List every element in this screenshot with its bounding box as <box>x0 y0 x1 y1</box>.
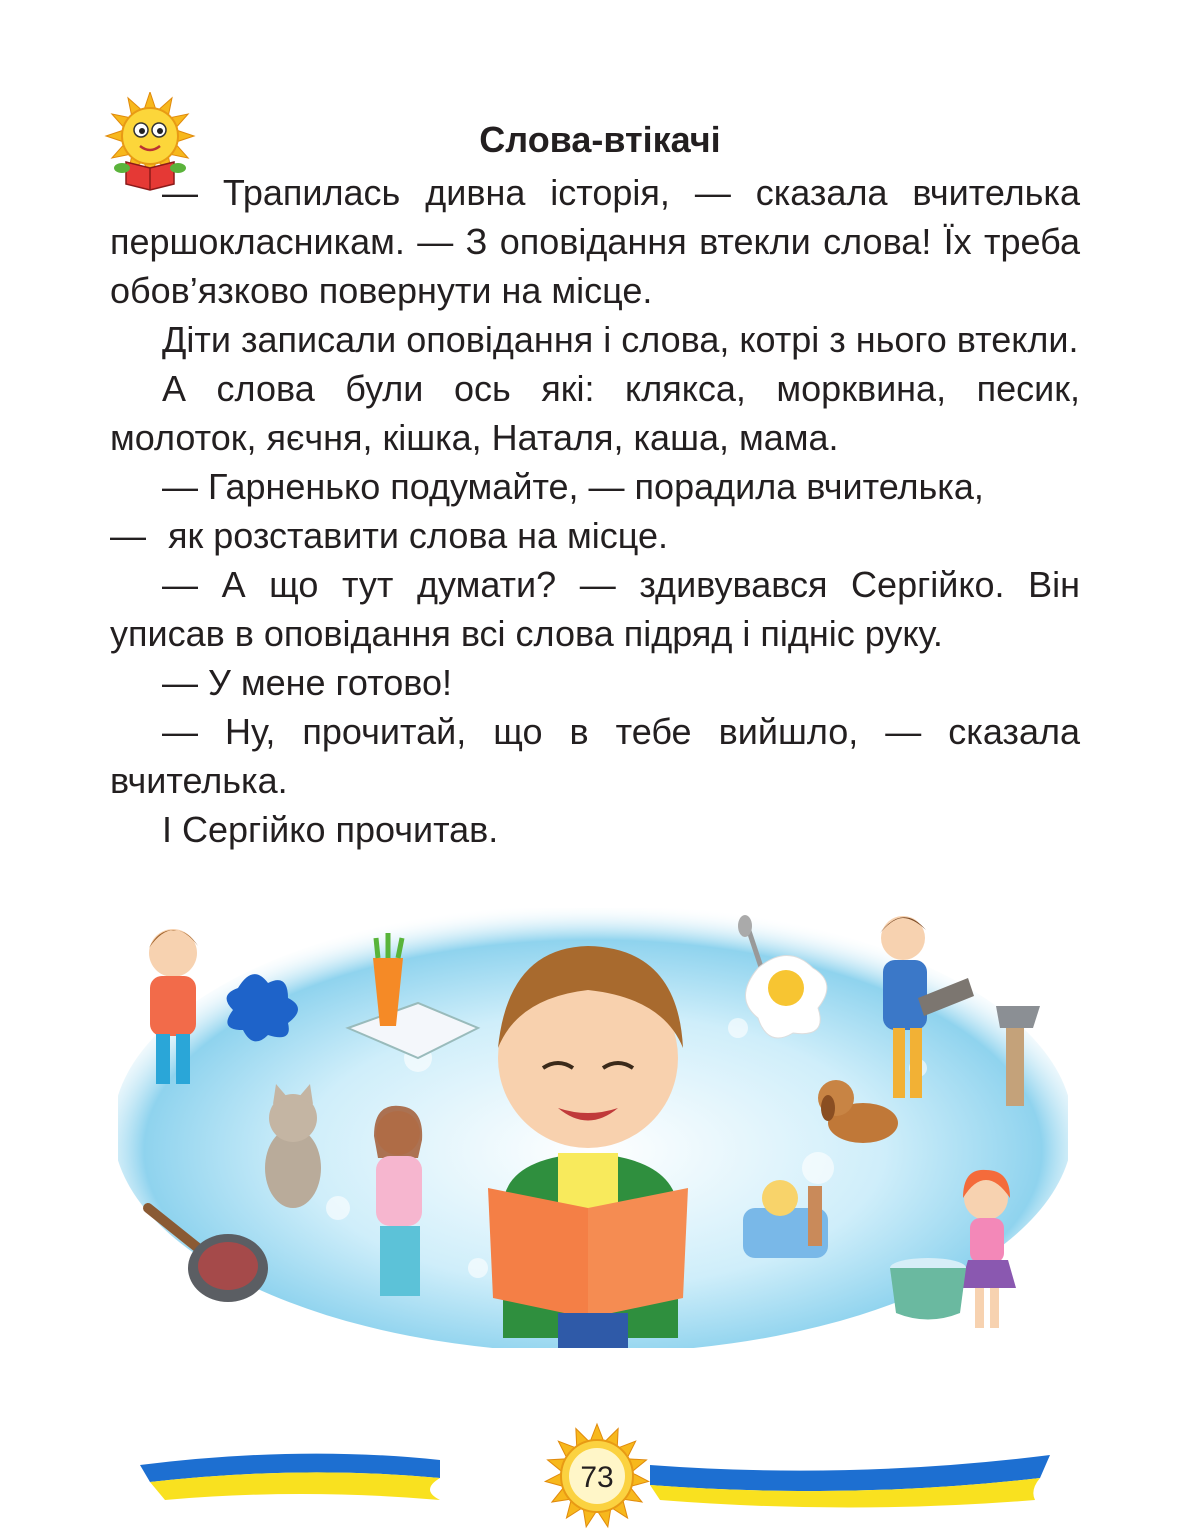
paragraph: А слова були ось які: клякса, морквина, песик, молоток, яєчня, кішка, Наталя, каша, мама. <box>110 368 1080 458</box>
footer-ribbon <box>0 1420 1190 1530</box>
mother-figure <box>374 1106 422 1296</box>
story-illustration <box>118 908 1068 1348</box>
paragraph: — Трапилась дивна історія, — сказала вчителька першокласникам. — З оповідання втекли слова! Їх треба обов’язково повернути на місце. <box>110 172 1080 311</box>
cat-figure <box>265 1084 321 1208</box>
stray-dash: — <box>110 515 146 556</box>
paragraph: І Сергійко прочитав. <box>162 809 499 850</box>
paragraph: — Гарненько подумайте, — порадила вчителька, <box>162 466 984 507</box>
paragraph-continuation <box>110 511 1080 560</box>
paragraph: — У мене готово! <box>162 662 452 703</box>
paragraph: — Ну, прочитай, що в тебе вийшло, — сказала вчителька. <box>110 711 1080 801</box>
continuation-text: як розставити слова на місце. <box>168 515 668 556</box>
cooking-pot-figure <box>890 1258 966 1320</box>
story-text <box>110 168 1080 854</box>
sunflower-page-badge <box>545 1424 650 1528</box>
paragraph: Діти записали оповідання і слова, котрі з нього втекли. <box>162 319 1079 360</box>
page-number: 73 <box>580 1461 614 1494</box>
paragraph: — А що тут думати? — здивувався Сергійко. Він уписав в оповідання всі слова підряд і підніс руку. <box>110 564 1080 654</box>
story-title: Слова-втікачі <box>479 119 721 160</box>
